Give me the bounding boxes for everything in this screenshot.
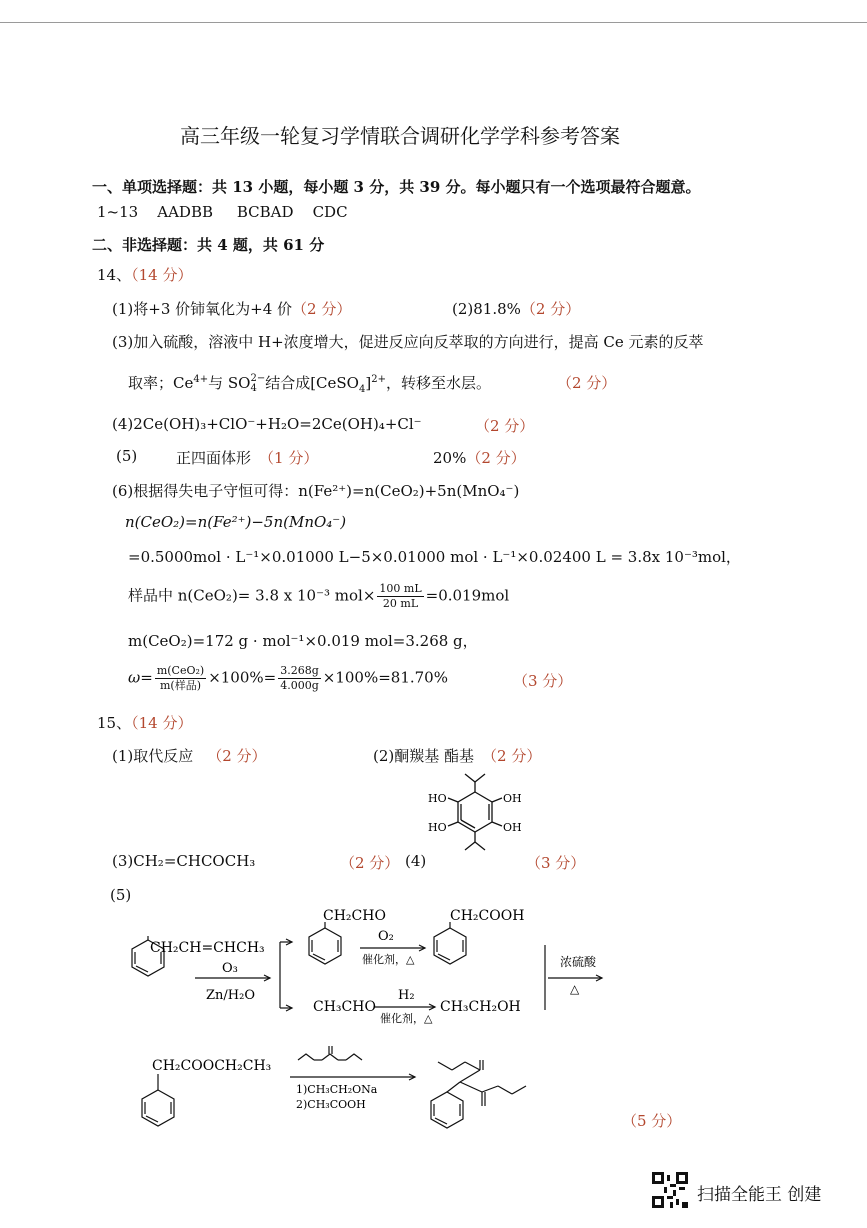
route-r5-l2: 2)CH₃COOH — [296, 1098, 366, 1111]
q15-label: 15、 — [97, 714, 132, 732]
q14-header — [97, 264, 192, 285]
q14-s5: (5) — [116, 447, 138, 465]
route-p-upper: CH₂CHO — [323, 908, 386, 924]
q15-s1 — [112, 745, 267, 766]
mass-fraction-1-num: m(CeO₂) — [156, 664, 205, 677]
q15-score: （14 分） — [131, 714, 193, 732]
route-r3-bottom: 催化剂，△ — [380, 1012, 433, 1025]
q15-s2 — [373, 745, 541, 766]
mass-fraction-2-num: 3.268g — [280, 664, 319, 677]
mass-fraction-1 — [155, 664, 206, 693]
q14-s3-sup1: 4+ — [193, 374, 209, 385]
route-p-lower: CH₃CHO — [313, 999, 376, 1015]
route-ester: CH₂COOCH₂CH₃ — [152, 1058, 272, 1074]
mass-fraction-2 — [278, 664, 321, 693]
q14-s5-b-text: 20% — [433, 449, 467, 467]
part1-answers: 1~13 AADBB BCBAD CDC — [97, 203, 348, 221]
q14-score: （14 分） — [131, 266, 193, 284]
top-rule — [0, 22, 867, 23]
q14-s3-score: （2 分） — [557, 374, 617, 392]
route-r2-top: O₂ — [378, 929, 394, 944]
route-r1-top: O₃ — [222, 961, 238, 976]
oh-label-2: OH — [503, 821, 522, 834]
q14-s1-score: （2 分） — [292, 300, 352, 318]
q14-s6-line1: (6)根据得失电子守恒可得：n(Fe²⁺)=n(CeO₂)+5n(MnO₄⁻) — [112, 482, 520, 500]
q15-s1-score: （2 分） — [207, 747, 267, 765]
q14-s6-line2: n(CeO₂)=n(Fe²⁺)−5n(MnO₄⁻) — [125, 513, 347, 531]
q15-s4: (4) — [405, 852, 427, 870]
route-r4-top: 浓硫酸 — [560, 955, 597, 969]
q14-s6-line3: =0.5000mol · L⁻¹×0.01000 L−5×0.01000 mol · L⁻¹×0.02400 L = 3.8x 10⁻³mol， — [128, 548, 741, 566]
route-r3-top: H₂ — [398, 988, 415, 1003]
q14-s5-a-text: 正四面体形 — [176, 449, 252, 467]
part1-heading: 一、单项选择题：共 13 小题，每小题 3 分，共 39 分。每小题只有一个选项最符合题意。 — [92, 178, 701, 196]
q14-s3-text-b: 与 SO — [208, 374, 251, 392]
footer-text: 扫描全能王 创建 — [697, 1185, 822, 1205]
q14-s6-line4-b: =0.019mol — [425, 586, 510, 605]
q15-s3: (3)CH₂=CHCOCH₃ — [112, 852, 256, 870]
q14-s1-text: (1)将+3 价铈氧化为+4 价 — [112, 300, 293, 318]
q14-s6-line6-c: ×100%=81.70% — [322, 668, 448, 687]
q14-s3-text-a: 取率；Ce — [128, 374, 194, 392]
q14-s6-line6-a: ω= — [128, 668, 153, 687]
q14-s5-a — [176, 447, 318, 468]
q14-s3-sup3: 2+ — [371, 374, 386, 385]
part2-heading: 二、非选择题：共 4 题，共 61 分 — [92, 236, 325, 254]
volume-fraction-num: 100 mL — [379, 582, 422, 595]
q14-s6-line6 — [128, 664, 448, 693]
q14-s5-a-score: （1 分） — [259, 449, 319, 467]
route-r1-bottom: Zn/H₂O — [206, 988, 255, 1003]
q14-s3-sub2: 4 — [358, 384, 366, 395]
q14-s3-text-d: ] — [365, 374, 372, 392]
q15-s5: (5) — [110, 886, 132, 904]
q14-s3-line1: (3)加入硫酸，溶液中 H+浓度增大，促进反应向反萃取的方向进行，提高 Ce 元素的反萃 — [112, 333, 704, 351]
ho-label-2: HO — [428, 821, 447, 834]
route-r4-bottom: △ — [570, 982, 580, 996]
q14-s6-line6-b: ×100%= — [208, 668, 277, 687]
route-r2-bottom: 催化剂，△ — [362, 953, 415, 966]
q14-s2 — [452, 298, 580, 319]
q14-s5-b — [433, 447, 526, 468]
q14-s3-line2 — [128, 372, 491, 395]
page-title: 高三年级一轮复习学情联合调研化学学科参考答案 — [180, 124, 620, 148]
q14-s6-line5: m(CeO₂)=172 g · mol⁻¹×0.019 mol=3.268 g， — [128, 632, 478, 650]
q14-s5-b-score: （2 分） — [466, 449, 526, 467]
volume-fraction — [377, 582, 423, 611]
q15-s1-text: (1)取代反应 — [112, 747, 194, 765]
q14-s6-score: （3 分） — [513, 672, 573, 690]
q15-s2-score: （2 分） — [482, 747, 542, 765]
hydroxy-benzene-structure — [420, 770, 530, 862]
q14-s1 — [112, 298, 351, 319]
q14-s2-score: （2 分） — [520, 300, 581, 318]
q14-s3-text-c: 结合成[CeSO — [265, 374, 359, 392]
q15-s3-score: （2 分） — [340, 854, 400, 872]
mass-fraction-2-den: 4.000g — [280, 679, 319, 692]
synthesis-route-upper — [120, 900, 620, 1025]
q14-s3-sup2: 2− — [250, 373, 266, 384]
q14-s4: (4)2Ce(OH)₃+ClO⁻+H₂O=2Ce(OH)₄+Cl⁻ — [112, 415, 422, 433]
q14-s3-sub: 4 — [250, 383, 257, 394]
route-start: CH₂CH=CHCH₃ — [150, 940, 265, 956]
q14-s3-text-e: ，转移至水层。 — [385, 374, 491, 392]
synthesis-route-lower — [120, 1040, 550, 1150]
q15-s5-score: （5 分） — [622, 1112, 682, 1130]
q14-s6-line4 — [128, 582, 509, 611]
route-p-upper2: CH₂COOH — [450, 908, 525, 924]
q15-s2-text: (2)酮羰基 酯基 — [373, 747, 475, 765]
q14-s4-score: （2 分） — [475, 417, 535, 435]
q14-s6-line4-a: 样品中 n(CeO₂)= 3.8 x 10⁻³ mol× — [128, 586, 376, 605]
oh-label-1: OH — [503, 792, 522, 805]
volume-fraction-den: 20 mL — [382, 597, 419, 610]
route-p-lower2: CH₃CH₂OH — [440, 999, 521, 1015]
q15-s4-score: （3 分） — [526, 854, 586, 872]
ho-label-1: HO — [428, 792, 447, 805]
mass-fraction-1-den: m(样品) — [159, 679, 201, 692]
q14-label: 14、 — [97, 266, 132, 284]
q14-s2-text: (2)81.8% — [452, 300, 521, 318]
qr-code-icon — [652, 1172, 688, 1208]
q15-header — [97, 712, 192, 733]
route-r5-l1: 1)CH₃CH₂ONa — [296, 1083, 378, 1096]
